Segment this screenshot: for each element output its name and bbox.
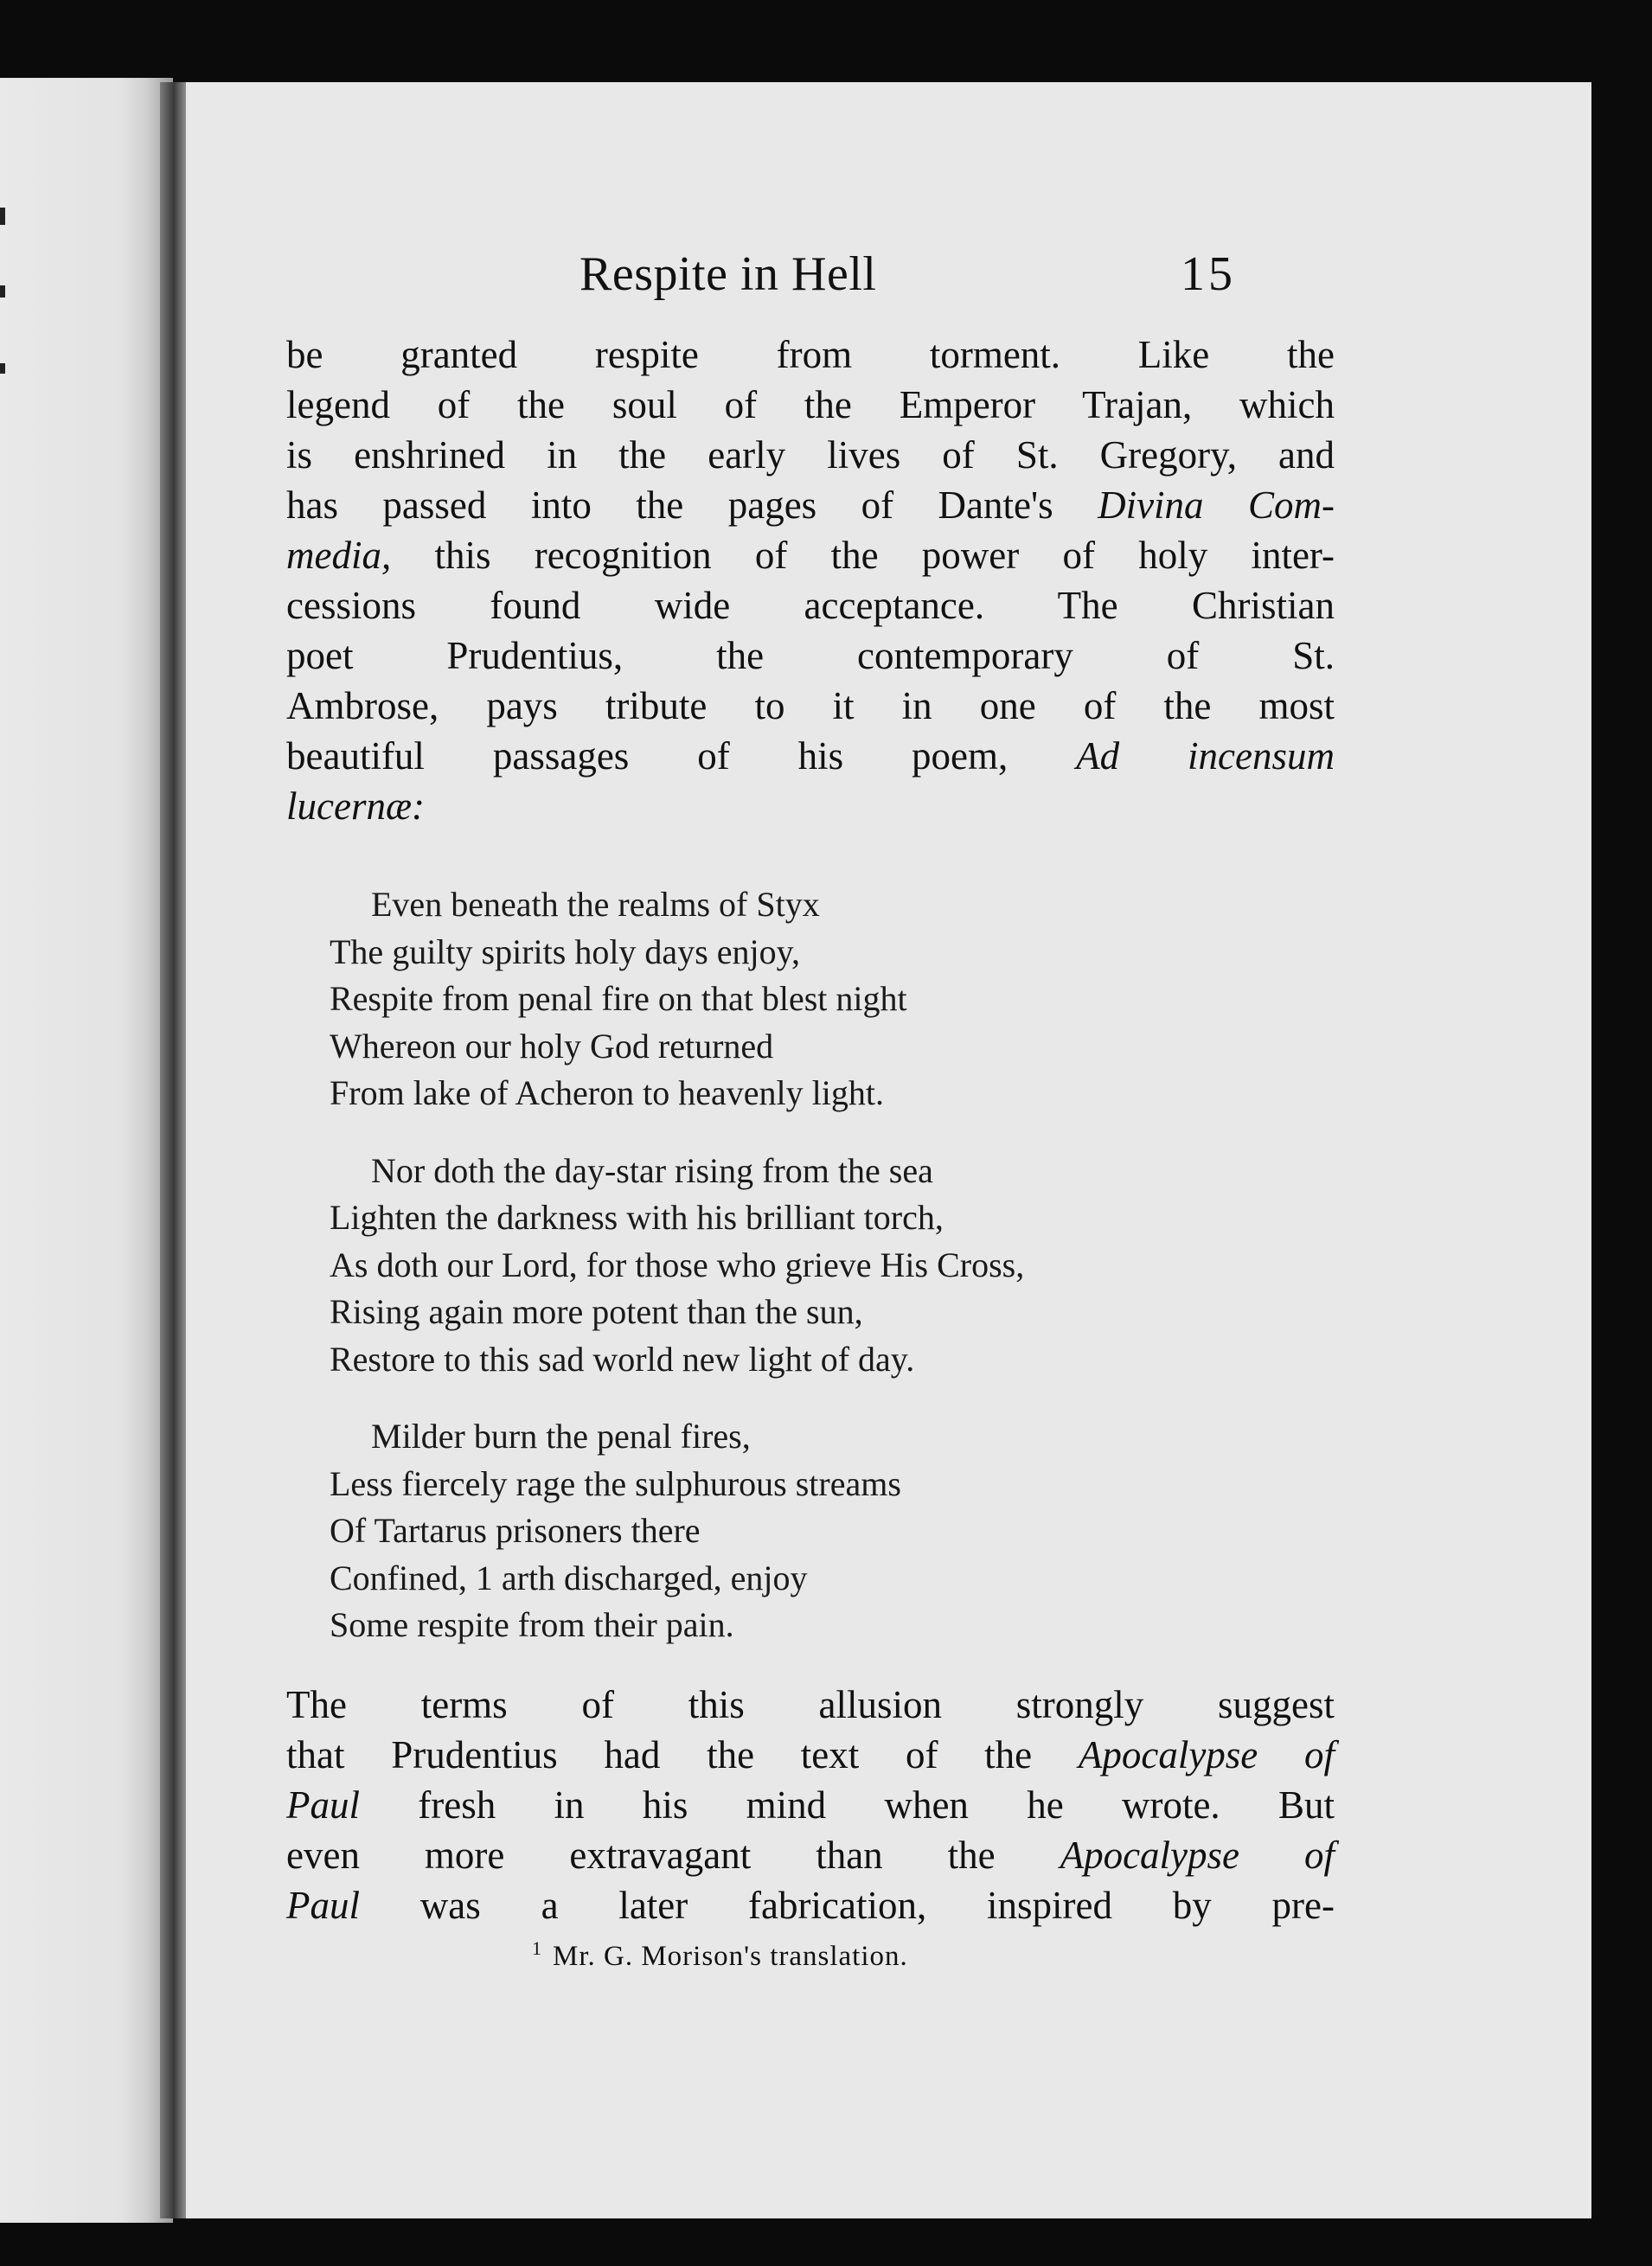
text-segment: that Prudentius had the text of the (286, 1732, 1079, 1776)
text-segment: even more extravagant than the (286, 1833, 1060, 1877)
italic-title: Ad incensum (1076, 734, 1335, 778)
italic-title: Divina Com- (1098, 483, 1335, 527)
text-line (286, 530, 1335, 580)
verse-line: Restore to this sad world new light of day. (330, 1339, 915, 1379)
italic-title: lucernæ: (286, 784, 425, 828)
verse-quotation (330, 881, 1335, 1649)
verse-line: Whereon our holy God returned (330, 1026, 774, 1066)
text-segment: beautiful passages of his poem, (286, 734, 1077, 778)
verse-line: Respite from penal fire on that blest night (330, 979, 907, 1018)
stanza-2 (330, 1148, 1335, 1384)
footnote-marker: 1 (532, 1937, 542, 1959)
verse-line: Some respite from their pain. (330, 1605, 734, 1644)
stanza-3 (330, 1413, 1335, 1649)
verse-line: Lighten the darkness with his brilliant torch, (330, 1198, 944, 1237)
text-line: be granted respite from torment. Like the (286, 333, 1335, 376)
verse-line: Nor doth the day-star rising from the sea (371, 1150, 933, 1190)
text-line: The terms of this allusion strongly suggest (286, 1682, 1335, 1726)
footnote (532, 1937, 908, 1973)
text-line (286, 1780, 1335, 1830)
text-line (286, 731, 1335, 781)
text-line: Ambrose, pays tribute to it in one of the most (286, 684, 1335, 727)
edge-mark (0, 363, 5, 374)
text-line (286, 1880, 1335, 1930)
italic-title: Paul (286, 1883, 360, 1927)
paragraph-1 (286, 330, 1335, 831)
book-page (186, 82, 1591, 2218)
text-segment: this recognition of the power of holy inter- (391, 534, 1335, 577)
page-header (186, 246, 1591, 316)
verse-line: From lake of Acheron to heavenly light. (330, 1073, 884, 1112)
verse-line: Confined, 1 arth discharged, enjoy (330, 1558, 808, 1597)
edge-mark (0, 208, 5, 225)
text-line (286, 781, 1335, 831)
text-line (286, 1830, 1335, 1880)
paragraph-2 (286, 1680, 1335, 1930)
verse-line: Rising again more potent than the sun, (330, 1292, 863, 1331)
text-line: cessions found wide acceptance. The Christian (286, 584, 1335, 627)
text-segment: was a later fabrication, inspired by pre- (360, 1883, 1335, 1927)
text-line: poet Prudentius, the contemporary of St. (286, 634, 1335, 677)
verse-line: Milder burn the penal fires, (371, 1417, 751, 1456)
stanza-1 (330, 881, 1335, 1117)
text-segment: has passed into the pages of Dante's (286, 483, 1098, 527)
italic-title: Paul (286, 1783, 360, 1827)
text-line (286, 480, 1335, 530)
edge-mark (0, 285, 5, 298)
footnote-text: Mr. G. Morison's translation. (553, 1941, 908, 1972)
text-segment: fresh in his mind when he wrote. But (360, 1783, 1335, 1827)
running-title: Respite in Hell (579, 247, 877, 301)
text-line: legend of the soul of the Emperor Trajan, which (286, 383, 1335, 426)
text-line: is enshrined in the early lives of St. Gregory, and (286, 433, 1335, 477)
verse-line: Even beneath the realms of Styx (371, 885, 820, 924)
text-block (286, 330, 1335, 1930)
verse-line: Of Tartarus prisoners there (330, 1511, 701, 1550)
italic-title: media, (286, 534, 392, 577)
italic-title: Apocalypse of (1060, 1833, 1335, 1877)
text-line (286, 1730, 1335, 1780)
italic-title: Apocalypse of (1078, 1732, 1335, 1776)
facing-page-edge (0, 78, 173, 2223)
verse-line: The guilty spirits holy days enjoy, (330, 931, 801, 971)
verse-line: Less fiercely rage the sulphurous streams (330, 1463, 901, 1503)
page-number: 15 (1181, 247, 1236, 301)
verse-line: As doth our Lord, for those who grieve His Cross, (330, 1245, 1025, 1284)
